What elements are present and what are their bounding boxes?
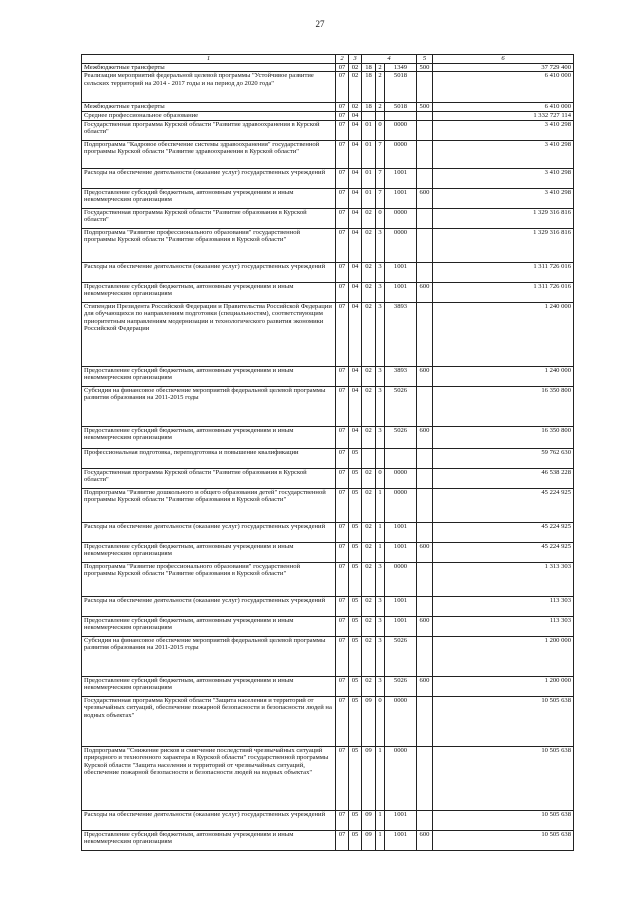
- header-col-expense-type: 5: [417, 55, 433, 64]
- row-sum: 3 410 298: [433, 140, 574, 168]
- table-row: [82, 696, 574, 746]
- table-row: [82, 522, 574, 542]
- row-direction-code: 1001: [385, 616, 417, 636]
- row-sum: 10 505 638: [433, 696, 574, 746]
- row-direction-code: 1001: [385, 168, 417, 188]
- row-direction-code: 0000: [385, 228, 417, 262]
- row-sum: 113 303: [433, 616, 574, 636]
- row-razdel: 07: [336, 366, 349, 386]
- row-program-code: 18: [362, 103, 376, 112]
- row-sum: 10 505 638: [433, 830, 574, 850]
- row-program-code: 02: [362, 468, 376, 488]
- row-podrazdel: 02: [349, 64, 362, 72]
- row-name: Государственная программа Курской области "Развитие образования в Курской области": [82, 468, 336, 488]
- row-subprogram-code: 1: [376, 542, 385, 562]
- row-podrazdel: 04: [349, 112, 362, 120]
- row-program-code: 02: [362, 636, 376, 676]
- row-podrazdel: 05: [349, 596, 362, 616]
- table-row: [82, 103, 574, 112]
- row-expense-type: 500: [417, 64, 433, 72]
- row-subprogram-code: 1: [376, 810, 385, 830]
- row-subprogram-code: 1: [376, 522, 385, 542]
- row-podrazdel: 05: [349, 830, 362, 850]
- row-podrazdel: 04: [349, 386, 362, 426]
- row-program-code: 09: [362, 810, 376, 830]
- table-row: [82, 262, 574, 282]
- row-sum: 3 410 298: [433, 168, 574, 188]
- row-expense-type: [417, 140, 433, 168]
- row-expense-type: 600: [417, 542, 433, 562]
- row-podrazdel: 05: [349, 488, 362, 522]
- row-direction-code: 0000: [385, 696, 417, 746]
- table-row: [82, 746, 574, 810]
- row-program-code: 02: [362, 228, 376, 262]
- row-direction-code: 1001: [385, 596, 417, 616]
- row-sum: 10 505 638: [433, 810, 574, 830]
- row-expense-type: 600: [417, 282, 433, 302]
- row-sum: 1 200 000: [433, 636, 574, 676]
- row-program-code: 18: [362, 64, 376, 72]
- row-subprogram-code: 3: [376, 676, 385, 696]
- row-expense-type: [417, 448, 433, 468]
- row-razdel: 07: [336, 120, 349, 140]
- row-razdel: 07: [336, 830, 349, 850]
- row-subprogram-code: 3: [376, 562, 385, 596]
- row-subprogram-code: 2: [376, 64, 385, 72]
- row-direction-code: 0000: [385, 562, 417, 596]
- row-subprogram-code: 3: [376, 282, 385, 302]
- row-sum: 1 200 000: [433, 676, 574, 696]
- row-name: Межбюджетные трансферты: [82, 103, 336, 112]
- row-direction-code: 5026: [385, 386, 417, 426]
- row-podrazdel: 05: [349, 696, 362, 746]
- table-row: [82, 562, 574, 596]
- table-row: [82, 112, 574, 120]
- table-row: [82, 810, 574, 830]
- row-name: Профессиональная подготовка, переподготовка и повышение квалификации: [82, 448, 336, 468]
- row-sum: 1 332 727 114: [433, 112, 574, 120]
- row-podrazdel: 05: [349, 542, 362, 562]
- row-sum: 1 311 726 016: [433, 282, 574, 302]
- row-sum: 45 224 925: [433, 542, 574, 562]
- row-razdel: 07: [336, 676, 349, 696]
- row-expense-type: 600: [417, 188, 433, 208]
- row-podrazdel: 04: [349, 208, 362, 228]
- row-expense-type: [417, 596, 433, 616]
- row-sum: 3 410 298: [433, 120, 574, 140]
- row-subprogram-code: 3: [376, 386, 385, 426]
- row-sum: 1 329 316 816: [433, 228, 574, 262]
- row-podrazdel: 04: [349, 228, 362, 262]
- row-sum: 10 505 638: [433, 746, 574, 810]
- row-razdel: 07: [336, 596, 349, 616]
- row-razdel: 07: [336, 522, 349, 542]
- row-podrazdel: 04: [349, 188, 362, 208]
- row-program-code: 18: [362, 72, 376, 103]
- row-direction-code: 5026: [385, 676, 417, 696]
- row-program-code: 01: [362, 140, 376, 168]
- row-direction-code: 1001: [385, 810, 417, 830]
- row-direction-code: 1001: [385, 830, 417, 850]
- row-expense-type: [417, 522, 433, 542]
- header-col-razdel: 2: [336, 55, 349, 64]
- row-sum: 45 224 925: [433, 488, 574, 522]
- row-expense-type: [417, 112, 433, 120]
- row-subprogram-code: 3: [376, 596, 385, 616]
- row-razdel: 07: [336, 468, 349, 488]
- row-expense-type: 600: [417, 830, 433, 850]
- row-sum: 45 224 925: [433, 522, 574, 542]
- row-name: Предоставление субсидий бюджетным, автономным учреждениям и иным некоммерческим организациям: [82, 366, 336, 386]
- row-expense-type: [417, 208, 433, 228]
- row-sum: 113 303: [433, 596, 574, 616]
- row-direction-code: 5026: [385, 426, 417, 448]
- row-direction-code: 0000: [385, 140, 417, 168]
- row-name: Предоставление субсидий бюджетным, автономным учреждениям и иным некоммерческим организациям: [82, 616, 336, 636]
- row-podrazdel: 05: [349, 448, 362, 468]
- row-program-code: 02: [362, 562, 376, 596]
- row-name: Стипендии Президента Российской Федерации и Правительства Российской Федерации для обучающихся по направлениям подготовки (специальностям), соответствующим приоритетным направлениям модернизации и технологического развития экономики Российской Федерации: [82, 302, 336, 366]
- table-row: [82, 366, 574, 386]
- row-name: Расходы на обеспечение деятельности (оказание услуг) государственных учреждений: [82, 596, 336, 616]
- table-row: [82, 596, 574, 616]
- row-program-code: [362, 112, 376, 120]
- row-name: Подпрограмма "Кадровое обеспечение системы здравоохранения" государственной программы Курской области "Развитие здравоохранения в Курской области": [82, 140, 336, 168]
- row-name: Предоставление субсидий бюджетным, автономным учреждениям и иным некоммерческим организациям: [82, 676, 336, 696]
- row-podrazdel: 04: [349, 262, 362, 282]
- row-subprogram-code: 1: [376, 488, 385, 522]
- table-row: [82, 72, 574, 103]
- table-row: [82, 636, 574, 676]
- row-expense-type: [417, 168, 433, 188]
- row-razdel: 07: [336, 208, 349, 228]
- row-name: Расходы на обеспечение деятельности (оказание услуг) государственных учреждений: [82, 168, 336, 188]
- row-subprogram-code: 3: [376, 262, 385, 282]
- row-direction-code: 0000: [385, 746, 417, 810]
- table-row: [82, 676, 574, 696]
- row-podrazdel: 04: [349, 366, 362, 386]
- row-expense-type: 600: [417, 676, 433, 696]
- table-body: [82, 64, 574, 851]
- row-name: Государственная программа Курской области "Защита населения и территорий от чрезвычайных ситуаций, обеспечение пожарной безопасности и безопасности людей на водных объектах": [82, 696, 336, 746]
- table-row: [82, 228, 574, 262]
- table-row: [82, 542, 574, 562]
- table-row: [82, 386, 574, 426]
- row-program-code: 02: [362, 596, 376, 616]
- row-expense-type: [417, 72, 433, 103]
- row-subprogram-code: 3: [376, 616, 385, 636]
- row-razdel: 07: [336, 810, 349, 830]
- table-row: [82, 282, 574, 302]
- row-direction-code: 1001: [385, 542, 417, 562]
- row-subprogram-code: 3: [376, 302, 385, 366]
- row-program-code: 02: [362, 302, 376, 366]
- row-direction-code: 0000: [385, 120, 417, 140]
- row-razdel: 07: [336, 262, 349, 282]
- table-row: [82, 426, 574, 448]
- row-subprogram-code: 1: [376, 830, 385, 850]
- row-expense-type: [417, 636, 433, 676]
- row-name: Предоставление субсидий бюджетным, автономным учреждениям и иным некоммерческим организациям: [82, 830, 336, 850]
- row-razdel: 07: [336, 302, 349, 366]
- row-program-code: 02: [362, 386, 376, 426]
- row-sum: 1 313 303: [433, 562, 574, 596]
- row-program-code: 02: [362, 616, 376, 636]
- row-subprogram-code: 3: [376, 366, 385, 386]
- row-expense-type: [417, 302, 433, 366]
- row-subprogram-code: 3: [376, 228, 385, 262]
- table-row: [82, 140, 574, 168]
- row-razdel: 07: [336, 168, 349, 188]
- row-sum: 6 410 000: [433, 72, 574, 103]
- row-program-code: 09: [362, 696, 376, 746]
- row-podrazdel: 05: [349, 562, 362, 596]
- row-sum: 59 762 630: [433, 448, 574, 468]
- row-name: Субсидия на финансовое обеспечение мероприятий федеральной целевой программы развития образования на 2011-2015 годы: [82, 636, 336, 676]
- row-subprogram-code: 0: [376, 120, 385, 140]
- row-name: Субсидия на финансовое обеспечение мероприятий федеральной целевой программы развития образования на 2011-2015 годы: [82, 386, 336, 426]
- table-row: [82, 302, 574, 366]
- row-razdel: 07: [336, 488, 349, 522]
- header-col-podrazdel: 3: [349, 55, 362, 64]
- row-direction-code: 3893: [385, 302, 417, 366]
- row-name: Межбюджетные трансферты: [82, 64, 336, 72]
- row-expense-type: 600: [417, 426, 433, 448]
- row-name: Среднее профессиональное образование: [82, 112, 336, 120]
- row-sum: 46 538 228: [433, 468, 574, 488]
- row-direction-code: 5018: [385, 72, 417, 103]
- row-razdel: 07: [336, 72, 349, 103]
- row-razdel: 07: [336, 696, 349, 746]
- row-expense-type: [417, 120, 433, 140]
- row-subprogram-code: 7: [376, 140, 385, 168]
- row-expense-type: [417, 468, 433, 488]
- row-program-code: [362, 448, 376, 468]
- table-row: [82, 468, 574, 488]
- row-razdel: 07: [336, 103, 349, 112]
- row-razdel: 07: [336, 426, 349, 448]
- row-expense-type: 600: [417, 366, 433, 386]
- row-program-code: 02: [362, 262, 376, 282]
- row-direction-code: 0000: [385, 208, 417, 228]
- row-razdel: 07: [336, 542, 349, 562]
- row-podrazdel: 04: [349, 282, 362, 302]
- row-direction-code: [385, 448, 417, 468]
- row-subprogram-code: [376, 112, 385, 120]
- row-expense-type: [417, 228, 433, 262]
- row-sum: 16 350 800: [433, 426, 574, 448]
- row-podrazdel: 05: [349, 810, 362, 830]
- row-name: Подпрограмма "Снижение рисков и смягчение последствий чрезвычайных ситуаций природного и техногенного характера в Курской области" государственной программы Курской области "Защита населения и территорий от чрезвычайных ситуаций, обеспечение пожарной безопасности и безопасности людей на водных объектах": [82, 746, 336, 810]
- row-sum: 1 329 316 816: [433, 208, 574, 228]
- row-podrazdel: 05: [349, 616, 362, 636]
- row-name: Расходы на обеспечение деятельности (оказание услуг) государственных учреждений: [82, 262, 336, 282]
- row-direction-code: 1001: [385, 188, 417, 208]
- row-direction-code: 1001: [385, 522, 417, 542]
- row-podrazdel: 05: [349, 468, 362, 488]
- row-podrazdel: 02: [349, 103, 362, 112]
- row-expense-type: [417, 386, 433, 426]
- page-number: 27: [315, 19, 325, 29]
- row-program-code: 02: [362, 676, 376, 696]
- budget-table: [81, 54, 574, 851]
- row-direction-code: 5018: [385, 103, 417, 112]
- row-name: Расходы на обеспечение деятельности (оказание услуг) государственных учреждений: [82, 522, 336, 542]
- row-razdel: 07: [336, 112, 349, 120]
- row-subprogram-code: 3: [376, 636, 385, 676]
- row-name: Государственная программа Курской области "Развитие здравоохранения в Курской области": [82, 120, 336, 140]
- row-razdel: 07: [336, 562, 349, 596]
- row-subprogram-code: 3: [376, 426, 385, 448]
- row-subprogram-code: 7: [376, 168, 385, 188]
- row-name: Подпрограмма "Развитие дошкольного и общего образования детей" государственной программы Курской области "Развитие образования в Курской области": [82, 488, 336, 522]
- row-podrazdel: 05: [349, 522, 362, 542]
- row-razdel: 07: [336, 448, 349, 468]
- row-sum: 1 311 726 016: [433, 262, 574, 282]
- row-name: Подпрограмма "Развитие профессионального образования" государственной программы Курской области "Развитие образования в Курской области": [82, 228, 336, 262]
- row-direction-code: 3893: [385, 366, 417, 386]
- row-sum: 3 410 298: [433, 188, 574, 208]
- row-program-code: 09: [362, 746, 376, 810]
- row-razdel: 07: [336, 188, 349, 208]
- row-razdel: 07: [336, 64, 349, 72]
- row-razdel: 07: [336, 282, 349, 302]
- row-podrazdel: 04: [349, 302, 362, 366]
- row-razdel: 07: [336, 228, 349, 262]
- row-subprogram-code: 0: [376, 468, 385, 488]
- row-subprogram-code: [376, 448, 385, 468]
- row-expense-type: [417, 262, 433, 282]
- row-program-code: 09: [362, 830, 376, 850]
- row-sum: 1 240 000: [433, 302, 574, 366]
- row-program-code: 01: [362, 188, 376, 208]
- header-col-sum: 6: [433, 55, 574, 64]
- row-subprogram-code: 7: [376, 188, 385, 208]
- row-expense-type: [417, 810, 433, 830]
- row-name: Государственная программа Курской области "Развитие образования в Курской области": [82, 208, 336, 228]
- row-name: Расходы на обеспечение деятельности (оказание услуг) государственных учреждений: [82, 810, 336, 830]
- row-name: Предоставление субсидий бюджетным, автономным учреждениям и иным некоммерческим организациям: [82, 282, 336, 302]
- row-subprogram-code: 1: [376, 746, 385, 810]
- header-col-target-article: 4: [362, 55, 417, 64]
- row-program-code: 02: [362, 488, 376, 522]
- row-podrazdel: 05: [349, 746, 362, 810]
- table-row: [82, 488, 574, 522]
- row-subprogram-code: 2: [376, 103, 385, 112]
- row-program-code: 01: [362, 168, 376, 188]
- row-sum: 16 350 800: [433, 386, 574, 426]
- row-sum: 1 240 000: [433, 366, 574, 386]
- table-row: [82, 64, 574, 72]
- row-direction-code: 0000: [385, 468, 417, 488]
- row-subprogram-code: 0: [376, 696, 385, 746]
- row-podrazdel: 02: [349, 72, 362, 103]
- row-expense-type: [417, 562, 433, 596]
- table-header-row: [82, 55, 574, 64]
- row-expense-type: [417, 696, 433, 746]
- row-program-code: 02: [362, 426, 376, 448]
- row-name: Реализация мероприятий федеральной целевой программы "Устойчивое развитие сельских территорий на 2014 - 2017 годы и на период до 2020 года": [82, 72, 336, 103]
- row-podrazdel: 05: [349, 636, 362, 676]
- row-subprogram-code: 2: [376, 72, 385, 103]
- table-row: [82, 208, 574, 228]
- row-podrazdel: 04: [349, 120, 362, 140]
- row-podrazdel: 04: [349, 140, 362, 168]
- row-direction-code: 1349: [385, 64, 417, 72]
- row-program-code: 02: [362, 366, 376, 386]
- row-podrazdel: 05: [349, 676, 362, 696]
- row-razdel: 07: [336, 616, 349, 636]
- row-program-code: 02: [362, 282, 376, 302]
- row-podrazdel: 04: [349, 168, 362, 188]
- row-program-code: 01: [362, 120, 376, 140]
- row-razdel: 07: [336, 746, 349, 810]
- row-expense-type: [417, 746, 433, 810]
- row-direction-code: 0000: [385, 488, 417, 522]
- table-row: [82, 830, 574, 850]
- row-name: Предоставление субсидий бюджетным, автономным учреждениям и иным некоммерческим организациям: [82, 426, 336, 448]
- row-expense-type: 600: [417, 616, 433, 636]
- row-program-code: 02: [362, 208, 376, 228]
- row-name: Предоставление субсидий бюджетным, автономным учреждениям и иным некоммерческим организациям: [82, 188, 336, 208]
- header-col-name: 1: [82, 55, 336, 64]
- row-subprogram-code: 0: [376, 208, 385, 228]
- row-razdel: 07: [336, 386, 349, 426]
- table-row: [82, 120, 574, 140]
- row-sum: 6 410 000: [433, 103, 574, 112]
- row-razdel: 07: [336, 140, 349, 168]
- row-direction-code: 1001: [385, 262, 417, 282]
- row-direction-code: [385, 112, 417, 120]
- row-direction-code: 1001: [385, 282, 417, 302]
- row-program-code: 02: [362, 542, 376, 562]
- row-razdel: 07: [336, 636, 349, 676]
- row-direction-code: 5026: [385, 636, 417, 676]
- row-name: Подпрограмма "Развитие профессионального образования" государственной программы Курской области "Развитие образования в Курской области": [82, 562, 336, 596]
- table-row: [82, 616, 574, 636]
- row-podrazdel: 04: [349, 426, 362, 448]
- table-row: [82, 448, 574, 468]
- table-row: [82, 188, 574, 208]
- row-expense-type: [417, 488, 433, 522]
- row-sum: 37 729 400: [433, 64, 574, 72]
- row-program-code: 02: [362, 522, 376, 542]
- row-expense-type: 500: [417, 103, 433, 112]
- table-row: [82, 168, 574, 188]
- row-name: Предоставление субсидий бюджетным, автономным учреждениям и иным некоммерческим организациям: [82, 542, 336, 562]
